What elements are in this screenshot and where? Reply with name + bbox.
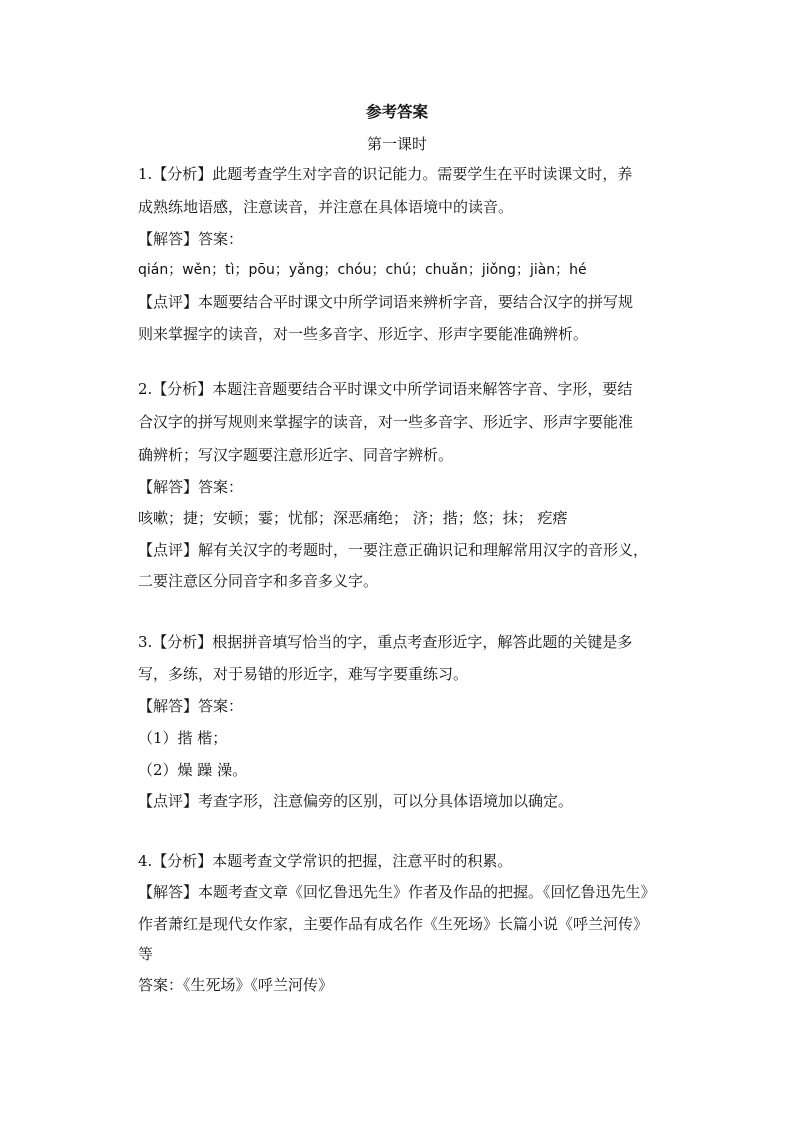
- q4-answer-line-3: 等: [138, 945, 154, 963]
- q1-comment-line-2: 则来掌握字的读音，对一些多音字、形近字、形声字要能准确辨析。: [138, 325, 589, 343]
- q3-comment: 【点评】考查字形，注意偏旁的区别，可以分具体语境加以确定。: [138, 792, 574, 810]
- q3-analysis-line-2: 写，多练，对于易错的形近字，难写字要重练习。: [138, 665, 469, 683]
- q2-analysis-line-2: 合汉字的拼写规则来掌握字的读音，对一些多音字、形近字、形声字要能准: [138, 413, 634, 431]
- q2-answer-label: 【解答】答案：: [138, 478, 244, 496]
- q4-answer-line-1: 【解答】本题考查文章《回忆鲁迅先生》作者及作品的把握。《回忆鲁迅先生》: [138, 883, 656, 901]
- q4-analysis: 4.【分析】本题考查文学常识的把握，注意平时的积累。: [138, 852, 513, 870]
- q1-comment-line-1: 【点评】本题要结合平时课文中所学词语来辨析字音，要结合汉字的拼写规: [138, 293, 634, 311]
- q1-answer-pinyin: qián；wěn；tì；pōu；yǎng；chóu；chú；chuǎn；jiǒng；jiàn；hé: [138, 262, 587, 278]
- q3-answer-item-1: （1）揩 楷；: [138, 729, 228, 747]
- q2-analysis-line-3: 确辨析；写汉字题要注意形近字、同音字辨析。: [138, 446, 454, 464]
- page-title: 参考答案: [365, 102, 428, 121]
- q1-analysis-line-1: 1.【分析】此题考查学生对字音的识记能力。需要学生在平时读课文时，养: [138, 165, 633, 183]
- q2-comment-line-1: 【点评】解有关汉字的考题时，一要注意正确识记和理解常用汉字的音形义，: [138, 541, 649, 559]
- q3-analysis-line-1: 3.【分析】根据拼音填写恰当的字，重点考查形近字，解答此题的关键是多: [138, 633, 633, 651]
- q1-analysis-line-2: 成熟练地语感，注意读音，并注意在具体语境中的读音。: [138, 198, 514, 216]
- page-subtitle: 第一课时: [366, 135, 427, 153]
- q2-answer-words: 咳嗽；捷；安顿；霎；忧郁；深恶痛绝； 济；揩；悠；抹； 疙瘩: [138, 509, 568, 527]
- q3-answer-label: 【解答】答案：: [138, 697, 244, 715]
- q4-final-answer: 答案：《生死场》《呼兰河传》: [138, 976, 334, 994]
- q2-analysis-line-1: 2.【分析】本题注音题要结合平时课文中所学词语来解答字音、字形，要结: [138, 380, 633, 398]
- q3-answer-item-2: （2）燥 躁 澡。: [138, 761, 248, 779]
- q2-comment-line-2: 二要注意区分同音字和多音多义字。: [138, 572, 379, 590]
- q4-answer-line-2: 作者萧红是现代女作家，主要作品有成名作《生死场》长篇小说《呼兰河传》: [138, 915, 649, 933]
- q1-answer-label: 【解答】答案：: [138, 230, 244, 248]
